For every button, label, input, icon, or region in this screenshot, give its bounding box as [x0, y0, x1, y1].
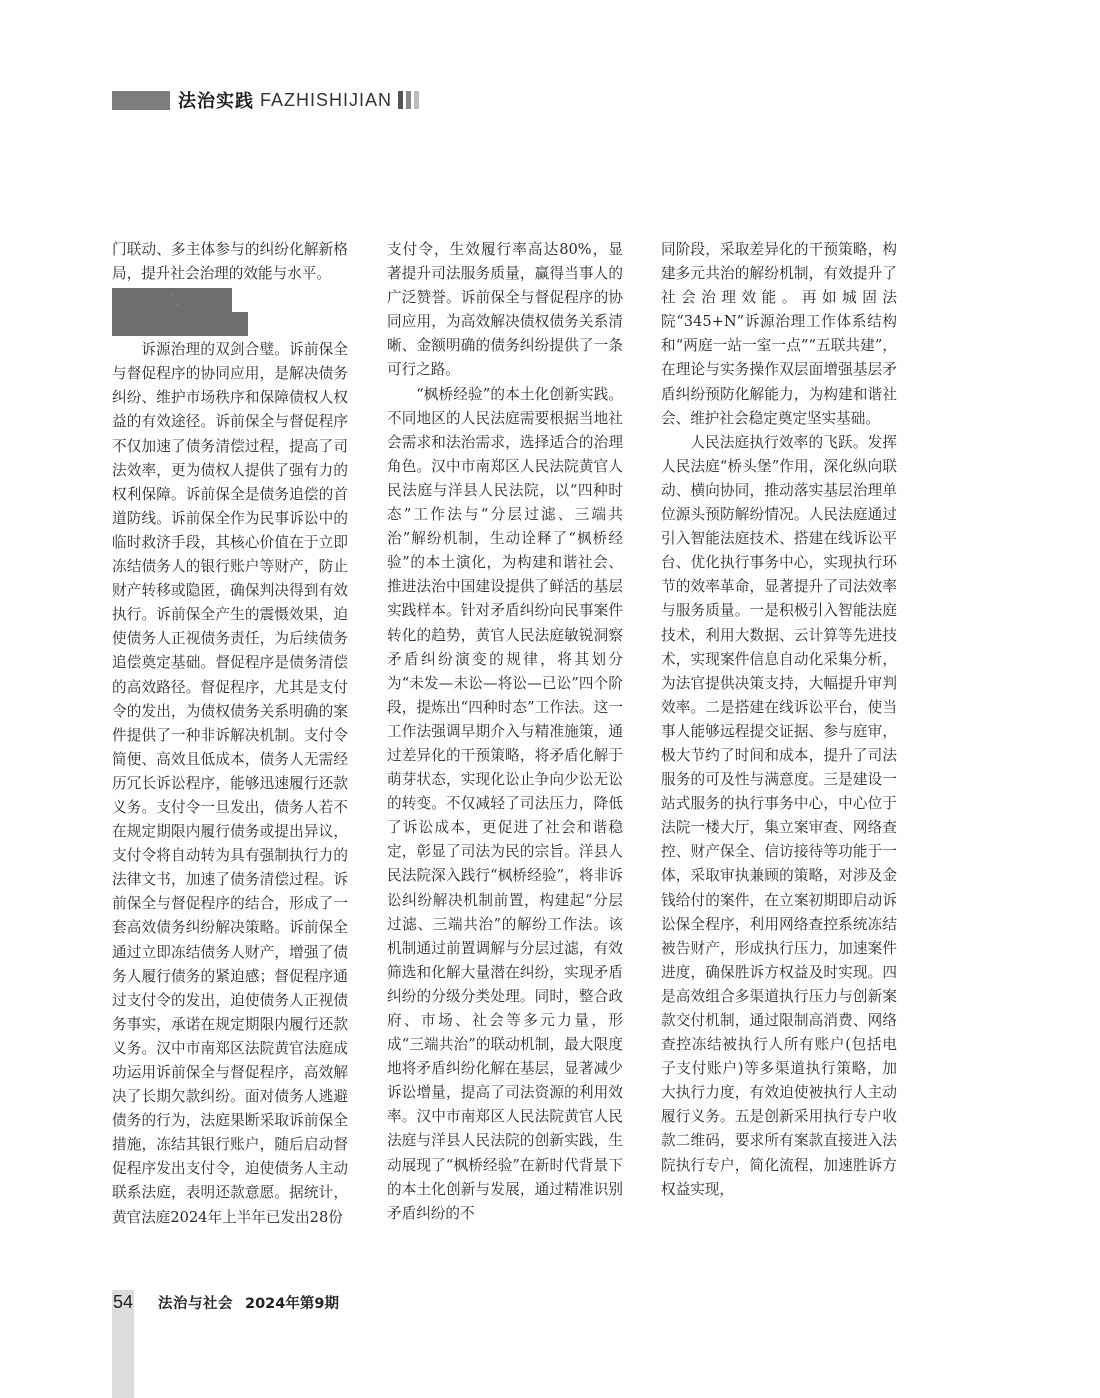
- page-footer: [112, 1292, 339, 1313]
- header-block: [406, 91, 411, 109]
- header-block-decoration: [398, 91, 422, 109]
- issue-label: 2024年第9期: [245, 1296, 339, 1312]
- paragraph: 人民法庭执行效率的飞跃。发挥人民法庭“桥头堡”作用，深化纵向联动、横向协同，推动落实基层治理单位源头预防解纷情况。人民法庭通过引入智能法庭技术、搭建在线诉讼平台、优化执行事务中心，实现执行环节的效率革命，显著提升了司法效率与服务质量。一是积极引入智能法庭技术，利用大数据、云计算等先进技术，实现案件信息自动化采集分析，为法官提供决策支持，大幅提升审判效率。二是搭建在线诉讼平台，使当事人能够远程提交证据、参与庭审，极大节约了时间和成本，提升了司法服务的可及性与满意度。三是建设一站式服务的执行事务中心，中心位于法院一楼大厅，集立案审查、网络查控、财产保全、信访接待等功能于一体，采取审执兼顾的策略，对涉及金钱给付的案件，在立案初期即启动诉讼保全程序，利用网络查控系统冻结被告财产，形成执行压力，加速案件进度，确保胜诉方权益及时实现。四是高效组合多渠道执行压力与创新案款交付机制，通过限制高消费、网络查控冻结被执行人所有账户(包括电子支付账户)等多渠道执行策略，加大执行力度，有效迫使被执行人主动履行义务。五是创新采用执行专户收款二维码，要求所有案款直接进入法院执行专户，简化流程，加速胜诉方权益实现，: [661, 433, 897, 1198]
- article-column-2: [387, 238, 623, 1226]
- section-title: 法治实践: [178, 91, 254, 112]
- section-heading-line: 建设的实践与探索: [112, 312, 248, 336]
- article-column-1: [112, 238, 348, 1230]
- paragraph: 支付令，生效履行率高达80%，显著提升司法服务质量，赢得当事人的广泛赞誉。诉前保全与督促程序的协同应用，为高效解决债权债务关系清晰、金额明确的债务纠纷提供了一条可行之路。: [387, 241, 623, 379]
- paragraph: 门联动、多主体参与的纠纷化解新格局，提升社会治理的效能与水平。: [112, 241, 348, 283]
- section-title-pinyin: FAZHISHIJIAN: [260, 89, 393, 110]
- page-number: 54: [112, 1292, 134, 1312]
- section-heading: [112, 288, 348, 336]
- header-block: [398, 91, 403, 109]
- paragraph: 诉源治理的双剑合璧。诉前保全与督促程序的协同应用，是解决债务纠纷、维护市场秩序和保障债权人权益的有效途径。诉前保全与督促程序不仅加速了债务清偿过程，提高了司法效率，更为债权人提供了强有力的权利保障。诉前保全是债务追偿的首道防线。诉前保全作为民事诉讼中的临时救济手段，其核心价值在于立即冻结债务人的银行账户等财产，防止财产转移或隐匿，确保判决得到有效执行。诉前保全产生的震慑效果，迫使债务人正视债务责任，为后续债务追偿奠定基础。督促程序是债务清偿的高效路径。督促程序，尤其是支付令的发出，为债权债务关系明确的案件提供了一种非诉解决机制。支付令简便、高效且低成本，债务人无需经历冗长诉讼程序，能够迅速履行还款义务。支付令一旦发出，债务人若不在规定期限内履行债务或提出异议，支付令将自动转为具有强制执行力的法律文书，加速了债务清偿过程。诉前保全与督促程序的结合，形成了一套高效债务纠纷解决策略。诉前保全通过立即冻结债务人财产，增强了债务人履行债务的紧迫感；督促程序通过支付令的发出，迫使债务人正视债务事实，承诺在规定期限内履行还款义务。汉中市南郑区法院黄官法庭成功运用诉前保全与督促程序，高效解决了长期欠款纠纷。面对债务人逃避债务的行为，法庭果断采取诉前保全措施，冻结其银行账户，随后启动督促程序发出支付令，迫使债务人主动联系法庭，表明还款意愿。据统计，黄官法庭2024年上半年已发出28份: [112, 341, 348, 1226]
- section-header: [112, 86, 422, 114]
- article-column-3: [661, 238, 897, 1202]
- paragraph: 同阶段，采取差异化的干预策略，构建多元共治的解纷机制，有效提升了社会治理效能。再如城固法院“345+N”诉源治理工作体系结构和“两庭一站一室一点”“五联共建”，在理论与实务操作双层面增强基层矛盾纠纷预防化解能力，为构建和谐社会、维护社会稳定奠定坚实基础。: [661, 241, 897, 427]
- header-block: [414, 91, 419, 109]
- section-heading-line: 新时代人民法庭: [112, 288, 232, 312]
- header-bar-decoration: [112, 91, 170, 110]
- paragraph: “枫桥经验”的本土化创新实践。不同地区的人民法庭需要根据当地社会需求和法治需求，选择适合的治理角色。汉中市南郑区人民法院黄官人民法庭与洋县人民法院，以“四种时态”工作法与“分层过滤、三端共治”解纷机制，生动诠释了“枫桥经验”的本土演化，为构建和谐社会、推进法治中国建设提供了鲜活的基层实践样本。针对矛盾纠纷向民事案件转化的趋势，黄官人民法庭敏锐洞察矛盾纠纷演变的规律，将其划分为“未发—未讼—将讼—已讼”四个阶段，提炼出“四种时态”工作法。这一工作法强调早期介入与精准施策，通过差异化的干预策略，将矛盾化解于萌芽状态，实现化讼止争向少讼无讼的转变。不仅减轻了司法压力，降低了诉讼成本，更促进了社会和谐稳定，彰显了司法为民的宗旨。洋县人民法院深入践行“枫桥经验”，将非诉讼纠纷解决机制前置，构建起“分层过滤、三端共治”的解纷工作法。该机制通过前置调解与分层过滤，有效筛选和化解大量潜在纠纷，实现矛盾纠纷的分级分类处理。同时，整合政府、市场、社会等多元力量，形成“三端共治”的联动机制，最大限度地将矛盾纠纷化解在基层，显著减少诉讼增量，提高了司法资源的利用效率。汉中市南郑区人民法院黄官人民法庭与洋县人民法院的创新实践，生动展现了“枫桥经验”在新时代背景下的本土化创新与发展，通过精准识别矛盾纠纷的不: [387, 385, 623, 1222]
- magazine-name: 法治与社会: [158, 1296, 233, 1312]
